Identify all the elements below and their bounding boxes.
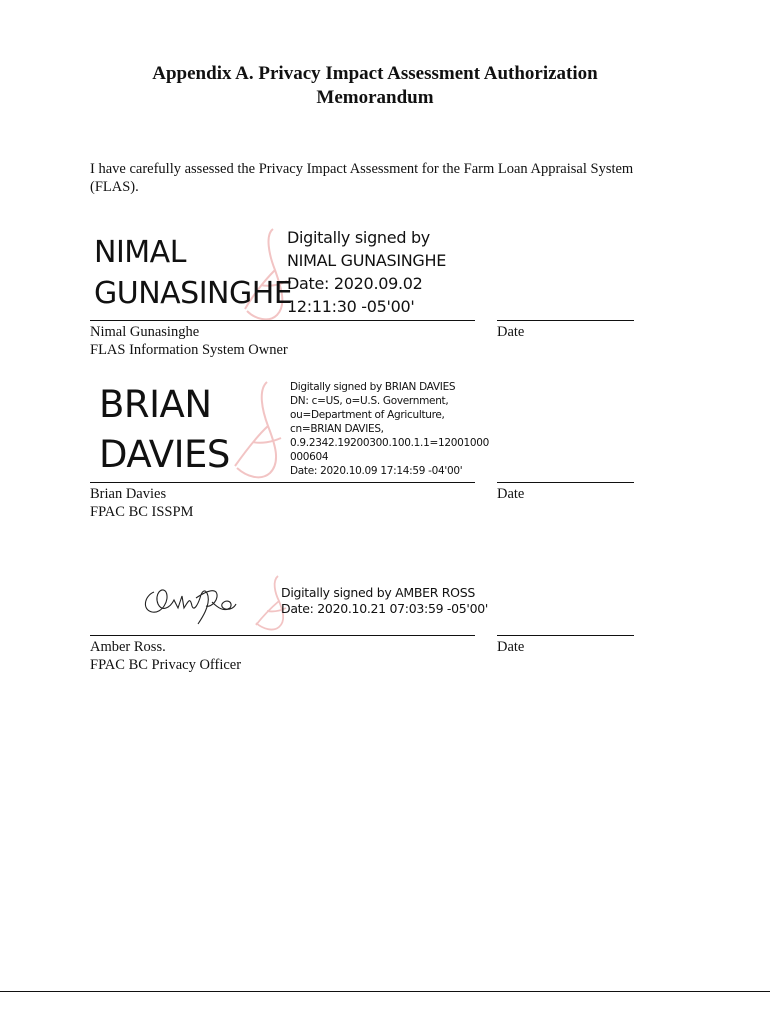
date-label: Date: [497, 324, 525, 340]
signature-detail-line: Digitally signed by BRIAN DAVIES: [290, 381, 456, 393]
signature-line: [90, 635, 475, 636]
signature-detail-line: 0.9.2342.19200300.100.1.1=12001000: [290, 437, 489, 449]
signer-role: FLAS Information System Owner: [90, 342, 288, 358]
signature-detail-line: Digitally signed by AMBER ROSS: [281, 585, 475, 600]
title-line-2: Memorandum: [316, 87, 434, 108]
footer-divider: [0, 991, 770, 992]
signer-name: Nimal Gunasinghe: [90, 324, 200, 340]
signer-role: FPAC BC ISSPM: [90, 504, 194, 520]
signer-caption: [90, 323, 288, 359]
signer-name: Amber Ross.: [90, 639, 166, 655]
signature-detail-line: ou=Department of Agriculture,: [290, 409, 445, 421]
signature-detail-line: Digitally signed by: [287, 228, 430, 247]
signature-detail-line: NIMAL GUNASINGHE: [287, 251, 447, 270]
signature-line: [90, 482, 475, 483]
date-line: [497, 320, 634, 321]
signature-detail-line: Date: 2020.10.09 17:14:59 -04'00': [290, 465, 463, 477]
signature-detail-line: DN: c=US, o=U.S. Government,: [290, 395, 449, 407]
signature-detail-line: Date: 2020.09.02: [287, 274, 423, 293]
signature-name-large: [94, 232, 292, 314]
signature-line: [90, 320, 475, 321]
title-line-1: Appendix A. Privacy Impact Assessment Authorization: [152, 63, 598, 84]
signature-name-line-1: BRIAN: [99, 383, 212, 426]
signer-name: Brian Davies: [90, 486, 167, 502]
digital-signature-details: [287, 226, 446, 318]
signature-detail-line: 000604: [290, 451, 329, 463]
signature-detail-line: 12:11:30 -05'00': [287, 297, 415, 316]
signature-detail-line: cn=BRIAN DAVIES,: [290, 423, 384, 435]
signature-name-line-2: DAVIES: [99, 433, 230, 476]
signature-name-large: [99, 380, 230, 480]
date-label: Date: [497, 639, 525, 655]
intro-line-2: (FLAS).: [90, 179, 139, 195]
adobe-sign-mark-icon: [225, 378, 290, 483]
date-label: Date: [497, 486, 525, 502]
handwritten-signature-icon: [140, 578, 240, 626]
signer-caption: [90, 638, 241, 674]
signer-role: FPAC BC Privacy Officer: [90, 657, 242, 673]
page-title: [90, 62, 660, 110]
date-line: [497, 635, 634, 636]
signature-name-line-2: GUNASINGHE: [94, 276, 293, 311]
signer-caption: [90, 485, 193, 521]
digital-signature-details: [290, 380, 489, 478]
intro-paragraph: [90, 160, 670, 196]
signature-name-line-1: NIMAL: [94, 235, 186, 270]
digital-signature-details: [281, 585, 488, 617]
intro-line-1: I have carefully assessed the Privacy Impact Assessment for the Farm Loan Appraisal System: [90, 161, 634, 177]
signature-detail-line: Date: 2020.10.21 07:03:59 -05'00': [281, 601, 489, 616]
date-line: [497, 482, 634, 483]
